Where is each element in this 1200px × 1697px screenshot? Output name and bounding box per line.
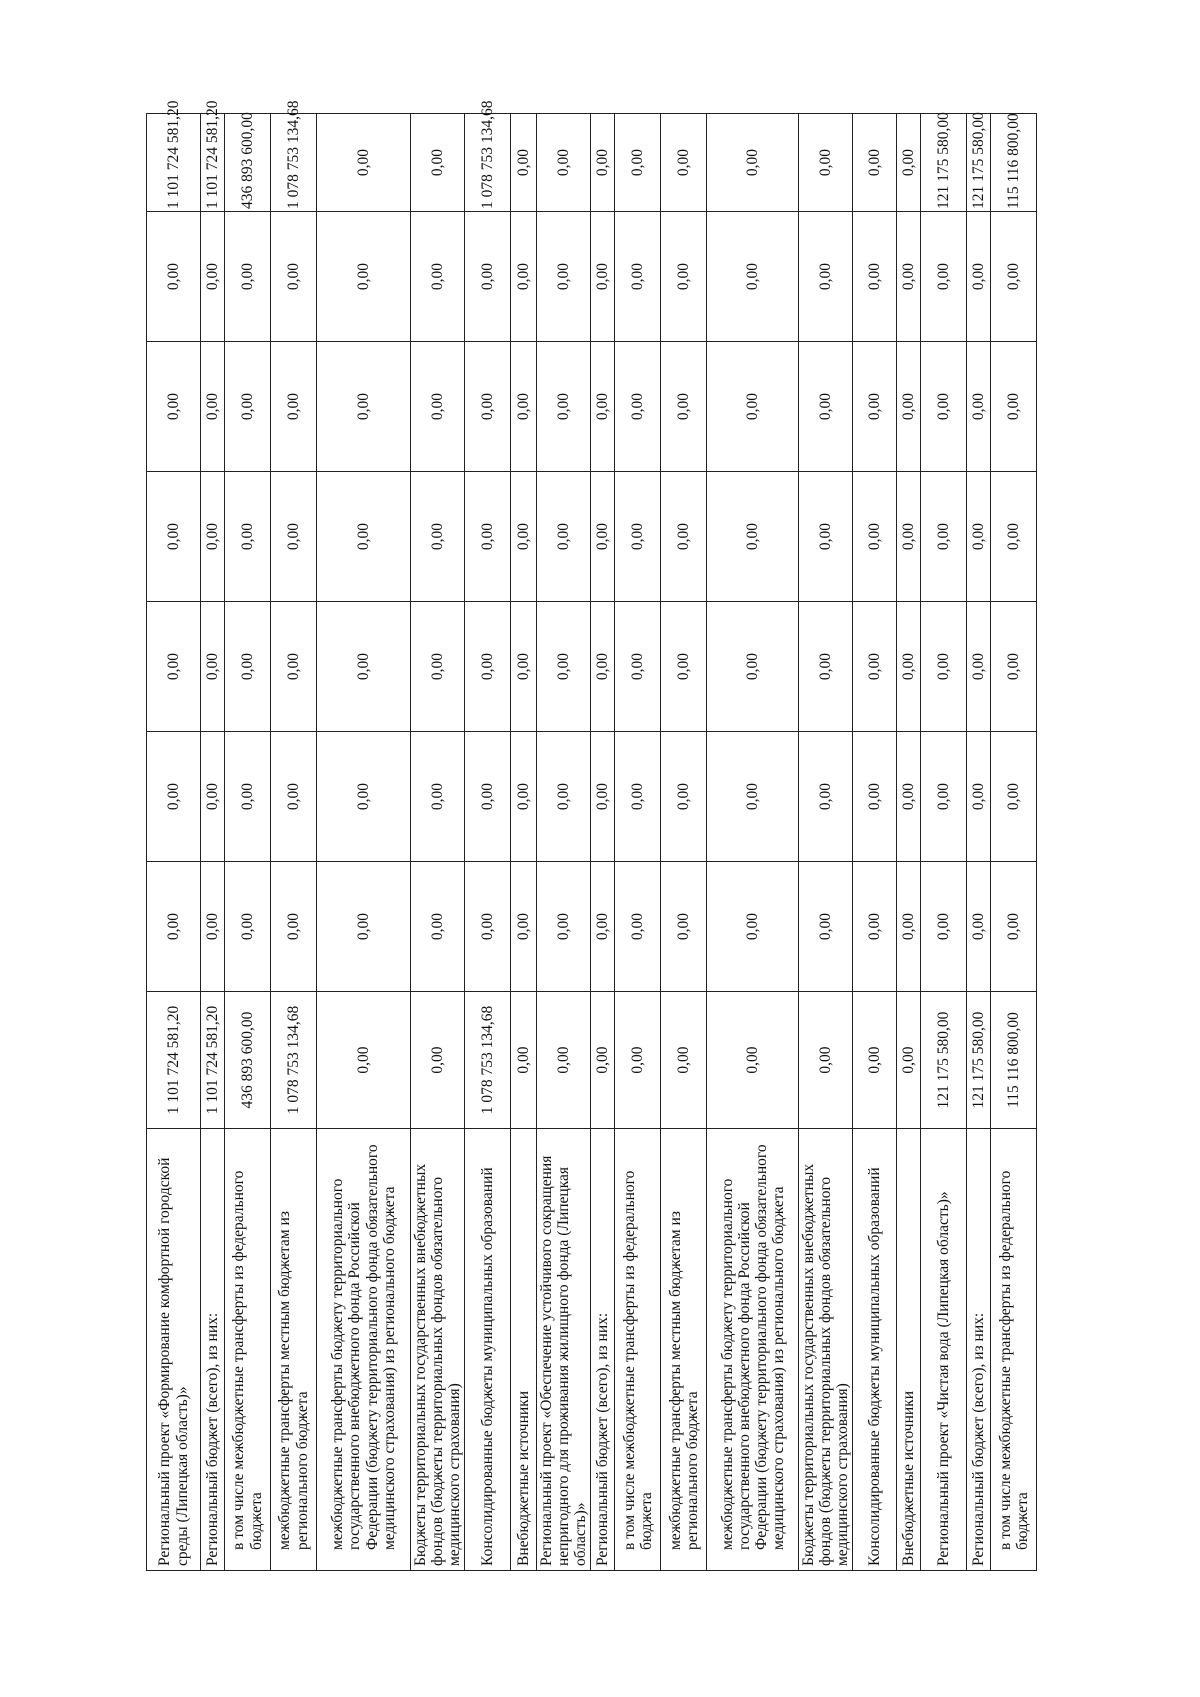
value-cell: 121 175 580,00 bbox=[967, 992, 991, 1129]
value-cell: 0,00 bbox=[615, 472, 661, 602]
value-cell: 0,00 bbox=[991, 732, 1037, 862]
value-cell: 0,00 bbox=[799, 732, 853, 862]
value-cell: 0,00 bbox=[967, 212, 991, 342]
value-cell: 0,00 bbox=[411, 114, 465, 212]
value-cell: 1 078 753 134,68 bbox=[271, 992, 317, 1129]
value-cell: 0,00 bbox=[661, 602, 707, 732]
value-cell: 121 175 580,00 bbox=[967, 114, 991, 212]
value-cell: 0,00 bbox=[271, 212, 317, 342]
value-cell: 0,00 bbox=[271, 342, 317, 472]
value-cell: 0,00 bbox=[897, 732, 921, 862]
value-cell: 0,00 bbox=[707, 862, 799, 992]
budget-table-body bbox=[147, 100, 1037, 1571]
row-label: Бюджеты территориальных государственных внебюджетных фондов (бюджеты территориальных фондов обязательного медицинского страхования) bbox=[799, 1129, 853, 1571]
value-cell: 0,00 bbox=[921, 472, 967, 602]
value-cell: 0,00 bbox=[511, 602, 537, 732]
value-cell: 0,00 bbox=[991, 862, 1037, 992]
value-cell: 0,00 bbox=[201, 212, 225, 342]
value-cell: 0,00 bbox=[201, 342, 225, 472]
value-cell: 0,00 bbox=[853, 212, 897, 342]
value-cell: 0,00 bbox=[271, 472, 317, 602]
value-cell: 0,00 bbox=[853, 472, 897, 602]
value-cell: 0,00 bbox=[317, 602, 411, 732]
table-row bbox=[271, 114, 317, 1571]
value-cell: 0,00 bbox=[707, 732, 799, 862]
value-cell: 0,00 bbox=[967, 602, 991, 732]
value-cell: 0,00 bbox=[271, 862, 317, 992]
value-cell: 0,00 bbox=[147, 472, 201, 602]
value-cell: 1 101 724 581,20 bbox=[147, 992, 201, 1129]
value-cell: 0,00 bbox=[591, 212, 615, 342]
value-cell: 0,00 bbox=[225, 472, 271, 602]
value-cell: 0,00 bbox=[661, 342, 707, 472]
value-cell: 0,00 bbox=[465, 212, 511, 342]
value-cell: 0,00 bbox=[591, 114, 615, 212]
row-label: межбюджетные трансферты местным бюджетам из регионального бюджета bbox=[271, 1129, 317, 1571]
table-row bbox=[317, 114, 411, 1571]
row-label: межбюджетные трансферты бюджету территориального государственного внебюджетного фонда Российской Федерации (бюджету территориального фонда обязательного медицинского страхования) из регионального бюджета bbox=[707, 1129, 799, 1571]
row-label: Региональный бюджет (всего), из них: bbox=[591, 1129, 615, 1571]
value-cell: 1 078 753 134,68 bbox=[465, 992, 511, 1129]
table-row bbox=[799, 114, 853, 1571]
value-cell: 0,00 bbox=[225, 212, 271, 342]
value-cell: 0,00 bbox=[897, 992, 921, 1129]
table-row bbox=[465, 114, 511, 1571]
row-label: Консолидированные бюджеты муниципальных образований bbox=[853, 1129, 897, 1571]
row-label: межбюджетные трансферты местным бюджетам из регионального бюджета bbox=[661, 1129, 707, 1571]
row-label: Региональный проект «Обеспечение устойчивого сокращения непригодного для проживания жилищного фонда (Липецкая область)» bbox=[537, 1129, 591, 1571]
value-cell: 0,00 bbox=[511, 862, 537, 992]
value-cell: 0,00 bbox=[707, 342, 799, 472]
value-cell: 0,00 bbox=[707, 992, 799, 1129]
table-row bbox=[707, 114, 799, 1571]
value-cell: 0,00 bbox=[921, 342, 967, 472]
value-cell: 0,00 bbox=[147, 602, 201, 732]
value-cell: 0,00 bbox=[897, 212, 921, 342]
value-cell: 0,00 bbox=[537, 602, 591, 732]
table-row bbox=[411, 114, 465, 1571]
value-cell: 0,00 bbox=[411, 602, 465, 732]
value-cell: 0,00 bbox=[661, 732, 707, 862]
value-cell: 0,00 bbox=[317, 732, 411, 862]
value-cell: 0,00 bbox=[271, 602, 317, 732]
table-row bbox=[921, 114, 967, 1571]
value-cell: 0,00 bbox=[921, 212, 967, 342]
value-cell: 0,00 bbox=[615, 342, 661, 472]
value-cell: 0,00 bbox=[271, 732, 317, 862]
value-cell: 0,00 bbox=[411, 732, 465, 862]
value-cell: 0,00 bbox=[921, 732, 967, 862]
value-cell: 0,00 bbox=[411, 862, 465, 992]
row-label: Внебюджетные источники bbox=[511, 1129, 537, 1571]
value-cell: 0,00 bbox=[465, 602, 511, 732]
value-cell: 0,00 bbox=[537, 114, 591, 212]
value-cell: 0,00 bbox=[537, 862, 591, 992]
table-row bbox=[897, 114, 921, 1571]
value-cell: 0,00 bbox=[853, 732, 897, 862]
value-cell: 0,00 bbox=[661, 992, 707, 1129]
row-label: Внебюджетные источники bbox=[897, 1129, 921, 1571]
value-cell: 0,00 bbox=[661, 862, 707, 992]
value-cell: 0,00 bbox=[511, 212, 537, 342]
table-row bbox=[201, 114, 225, 1571]
value-cell: 0,00 bbox=[615, 992, 661, 1129]
value-cell: 0,00 bbox=[615, 114, 661, 212]
row-label: Консолидированные бюджеты муниципальных образований bbox=[465, 1129, 511, 1571]
value-cell: 1 078 753 134,68 bbox=[271, 114, 317, 212]
value-cell: 0,00 bbox=[537, 342, 591, 472]
value-cell: 0,00 bbox=[921, 602, 967, 732]
value-cell: 0,00 bbox=[707, 212, 799, 342]
table-row bbox=[615, 114, 661, 1571]
table-row bbox=[853, 114, 897, 1571]
value-cell: 0,00 bbox=[853, 992, 897, 1129]
value-cell: 115 116 800,00 bbox=[991, 992, 1037, 1129]
value-cell: 1 078 753 134,68 bbox=[465, 114, 511, 212]
value-cell: 0,00 bbox=[225, 862, 271, 992]
row-label: в том числе межбюджетные трансферты из федерального бюджета bbox=[991, 1129, 1037, 1571]
value-cell: 0,00 bbox=[991, 212, 1037, 342]
row-label: Бюджеты территориальных государственных внебюджетных фондов (бюджеты территориальных фондов обязательного медицинского страхования) bbox=[411, 1129, 465, 1571]
value-cell: 0,00 bbox=[537, 212, 591, 342]
value-cell: 0,00 bbox=[591, 862, 615, 992]
value-cell: 115 116 800,00 bbox=[991, 114, 1037, 212]
value-cell: 0,00 bbox=[615, 732, 661, 862]
value-cell: 0,00 bbox=[511, 342, 537, 472]
value-cell: 0,00 bbox=[967, 732, 991, 862]
value-cell: 0,00 bbox=[147, 862, 201, 992]
row-label: межбюджетные трансферты бюджету территориального государственного внебюджетного фонда Российской Федерации (бюджету территориального фонда обязательного медицинского страхования) из регионального бюджета bbox=[317, 1129, 411, 1571]
value-cell: 121 175 580,00 bbox=[921, 114, 967, 212]
value-cell: 0,00 bbox=[511, 732, 537, 862]
value-cell: 0,00 bbox=[991, 342, 1037, 472]
value-cell: 0,00 bbox=[411, 472, 465, 602]
table-row bbox=[225, 114, 271, 1571]
table-row bbox=[147, 114, 201, 1571]
table-row bbox=[967, 114, 991, 1571]
value-cell: 0,00 bbox=[317, 342, 411, 472]
value-cell: 0,00 bbox=[591, 472, 615, 602]
value-cell: 0,00 bbox=[799, 342, 853, 472]
value-cell: 0,00 bbox=[897, 862, 921, 992]
value-cell: 0,00 bbox=[537, 472, 591, 602]
value-cell: 0,00 bbox=[991, 602, 1037, 732]
value-cell: 0,00 bbox=[201, 602, 225, 732]
value-cell: 0,00 bbox=[799, 114, 853, 212]
value-cell: 0,00 bbox=[511, 472, 537, 602]
value-cell: 0,00 bbox=[317, 862, 411, 992]
value-cell: 436 893 600,00 bbox=[225, 992, 271, 1129]
value-cell: 0,00 bbox=[661, 212, 707, 342]
budget-table bbox=[146, 100, 1037, 1571]
row-label: в том числе межбюджетные трансферты из федерального бюджета bbox=[225, 1129, 271, 1571]
value-cell: 0,00 bbox=[317, 212, 411, 342]
row-label: Региональный проект «Чистая вода (Липецкая область)» bbox=[921, 1129, 967, 1571]
value-cell: 121 175 580,00 bbox=[921, 992, 967, 1129]
value-cell: 0,00 bbox=[615, 862, 661, 992]
value-cell: 0,00 bbox=[411, 342, 465, 472]
value-cell: 0,00 bbox=[411, 212, 465, 342]
value-cell: 0,00 bbox=[147, 342, 201, 472]
value-cell: 0,00 bbox=[465, 732, 511, 862]
value-cell: 0,00 bbox=[799, 862, 853, 992]
row-label: в том числе межбюджетные трансферты из федерального бюджета bbox=[615, 1129, 661, 1571]
value-cell: 0,00 bbox=[591, 992, 615, 1129]
value-cell: 1 101 724 581,20 bbox=[147, 114, 201, 212]
value-cell: 0,00 bbox=[799, 992, 853, 1129]
value-cell: 0,00 bbox=[225, 342, 271, 472]
value-cell: 0,00 bbox=[465, 472, 511, 602]
table-row bbox=[991, 114, 1037, 1571]
value-cell: 0,00 bbox=[591, 342, 615, 472]
value-cell: 0,00 bbox=[201, 862, 225, 992]
value-cell: 0,00 bbox=[853, 114, 897, 212]
value-cell: 0,00 bbox=[921, 862, 967, 992]
value-cell: 0,00 bbox=[615, 602, 661, 732]
value-cell: 0,00 bbox=[147, 212, 201, 342]
value-cell: 0,00 bbox=[317, 992, 411, 1129]
value-cell: 0,00 bbox=[799, 602, 853, 732]
value-cell: 0,00 bbox=[317, 114, 411, 212]
table-row bbox=[511, 114, 537, 1571]
value-cell: 0,00 bbox=[853, 602, 897, 732]
value-cell: 1 101 724 581,20 bbox=[201, 114, 225, 212]
value-cell: 0,00 bbox=[853, 862, 897, 992]
value-cell: 0,00 bbox=[465, 862, 511, 992]
row-label: Региональный бюджет (всего), из них: bbox=[201, 1129, 225, 1571]
value-cell: 0,00 bbox=[897, 602, 921, 732]
value-cell: 0,00 bbox=[661, 472, 707, 602]
value-cell: 0,00 bbox=[897, 342, 921, 472]
value-cell: 0,00 bbox=[201, 472, 225, 602]
row-label: Региональный проект «Формирование комфортной городской среды (Липецкая область)» bbox=[147, 1129, 201, 1571]
value-cell: 0,00 bbox=[799, 472, 853, 602]
value-cell: 0,00 bbox=[511, 992, 537, 1129]
value-cell: 0,00 bbox=[853, 342, 897, 472]
value-cell: 0,00 bbox=[591, 602, 615, 732]
value-cell: 0,00 bbox=[537, 732, 591, 862]
value-cell: 0,00 bbox=[707, 114, 799, 212]
value-cell: 0,00 bbox=[511, 114, 537, 212]
value-cell: 0,00 bbox=[707, 602, 799, 732]
row-label: Региональный бюджет (всего), из них: bbox=[967, 1129, 991, 1571]
value-cell: 0,00 bbox=[897, 472, 921, 602]
table-row bbox=[537, 114, 591, 1571]
value-cell: 0,00 bbox=[411, 992, 465, 1129]
value-cell: 0,00 bbox=[615, 212, 661, 342]
value-cell: 0,00 bbox=[317, 472, 411, 602]
value-cell: 0,00 bbox=[201, 732, 225, 862]
value-cell: 436 893 600,00 bbox=[225, 114, 271, 212]
value-cell: 0,00 bbox=[707, 472, 799, 602]
table-row bbox=[661, 114, 707, 1571]
value-cell: 0,00 bbox=[225, 732, 271, 862]
table-row bbox=[591, 114, 615, 1571]
value-cell: 0,00 bbox=[465, 342, 511, 472]
value-cell: 0,00 bbox=[897, 114, 921, 212]
value-cell: 0,00 bbox=[537, 992, 591, 1129]
value-cell: 0,00 bbox=[799, 212, 853, 342]
value-cell: 0,00 bbox=[967, 472, 991, 602]
value-cell: 0,00 bbox=[967, 342, 991, 472]
value-cell: 0,00 bbox=[591, 732, 615, 862]
value-cell: 0,00 bbox=[967, 862, 991, 992]
value-cell: 0,00 bbox=[147, 732, 201, 862]
value-cell: 0,00 bbox=[991, 472, 1037, 602]
value-cell: 0,00 bbox=[661, 114, 707, 212]
value-cell: 1 101 724 581,20 bbox=[201, 992, 225, 1129]
value-cell: 0,00 bbox=[225, 602, 271, 732]
